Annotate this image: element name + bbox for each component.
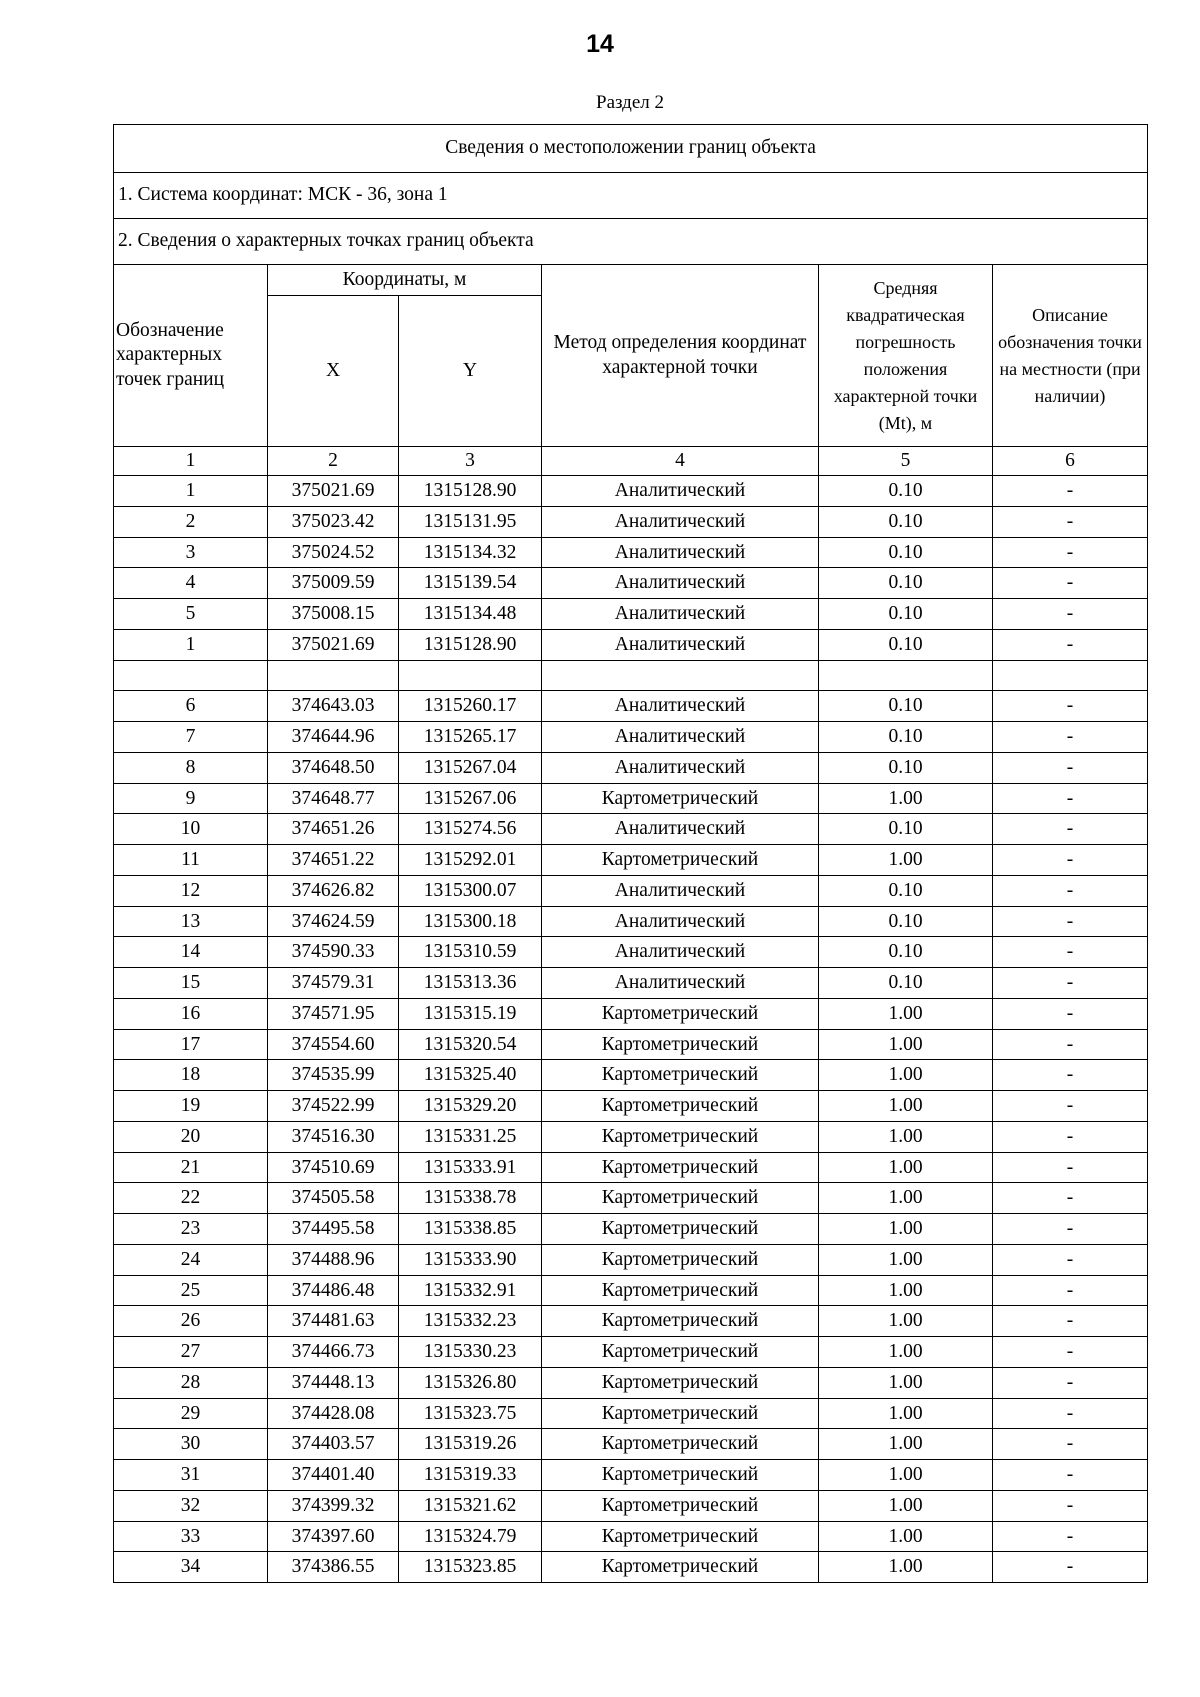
coord-x: 374428.08	[268, 1398, 399, 1429]
method: Картометрический	[542, 1183, 819, 1214]
method: Аналитический	[542, 691, 819, 722]
column-number: 1	[114, 447, 268, 476]
point-id: 33	[114, 1521, 268, 1552]
coord-x: 374651.22	[268, 845, 399, 876]
table-row	[114, 691, 1148, 722]
method: Аналитический	[542, 568, 819, 599]
coord-y: 1315338.85	[399, 1214, 542, 1245]
description: -	[993, 1306, 1148, 1337]
coord-x: 374488.96	[268, 1244, 399, 1275]
header-x: X	[268, 296, 399, 447]
description: -	[993, 1521, 1148, 1552]
table-row	[114, 1275, 1148, 1306]
coord-y: 1315134.32	[399, 537, 542, 568]
description: -	[993, 722, 1148, 753]
coord-x: 374495.58	[268, 1214, 399, 1245]
point-id: 12	[114, 875, 268, 906]
error-mt: 1.00	[819, 1275, 993, 1306]
method: Аналитический	[542, 968, 819, 999]
table-row	[114, 906, 1148, 937]
method: Картометрический	[542, 1429, 819, 1460]
coord-y: 1315310.59	[399, 937, 542, 968]
coord-y: 1315338.78	[399, 1183, 542, 1214]
coord-y: 1315332.23	[399, 1306, 542, 1337]
coord-y: 1315332.91	[399, 1275, 542, 1306]
table-row	[114, 1337, 1148, 1368]
column-number: 6	[993, 447, 1148, 476]
description: -	[993, 1275, 1148, 1306]
point-id: 3	[114, 537, 268, 568]
method: Картометрический	[542, 1029, 819, 1060]
description: -	[993, 998, 1148, 1029]
method: Картометрический	[542, 1306, 819, 1337]
table-row	[114, 937, 1148, 968]
coord-y: 1315331.25	[399, 1121, 542, 1152]
coord-y: 1315128.90	[399, 476, 542, 507]
coord-x: 374481.63	[268, 1306, 399, 1337]
error-mt: 1.00	[819, 1521, 993, 1552]
coord-x: 374579.31	[268, 968, 399, 999]
coord-y: 1315324.79	[399, 1521, 542, 1552]
method: Аналитический	[542, 629, 819, 660]
table-row	[114, 1121, 1148, 1152]
point-id: 30	[114, 1429, 268, 1460]
coord-y: 1315330.23	[399, 1337, 542, 1368]
method: Аналитический	[542, 722, 819, 753]
method: Картометрический	[542, 1521, 819, 1552]
coord-y: 1315326.80	[399, 1367, 542, 1398]
point-id: 14	[114, 937, 268, 968]
error-mt: 0.10	[819, 691, 993, 722]
header-method: Метод определения координат характерной точки	[542, 265, 819, 447]
error-mt: 0.10	[819, 814, 993, 845]
error-mt: 1.00	[819, 783, 993, 814]
section-label: Раздел 2	[596, 92, 664, 113]
point-id: 28	[114, 1367, 268, 1398]
table-row	[114, 1521, 1148, 1552]
method: Аналитический	[542, 906, 819, 937]
description: -	[993, 1029, 1148, 1060]
coord-x: 374397.60	[268, 1521, 399, 1552]
point-id: 16	[114, 998, 268, 1029]
table-row	[114, 875, 1148, 906]
coord-y: 1315274.56	[399, 814, 542, 845]
coord-x: 374643.03	[268, 691, 399, 722]
coord-y: 1315292.01	[399, 845, 542, 876]
description: -	[993, 937, 1148, 968]
coord-y: 1315313.36	[399, 968, 542, 999]
table-row	[114, 752, 1148, 783]
method: Картометрический	[542, 1552, 819, 1583]
error-mt: 1.00	[819, 1460, 993, 1491]
coord-y: 1315300.18	[399, 906, 542, 937]
point-id: 20	[114, 1121, 268, 1152]
coord-y: 1315300.07	[399, 875, 542, 906]
error-mt: 0.10	[819, 476, 993, 507]
description: -	[993, 1060, 1148, 1091]
error-mt: 0.10	[819, 568, 993, 599]
coord-x: 374522.99	[268, 1091, 399, 1122]
coord-x: 374590.33	[268, 937, 399, 968]
coord-x: 374386.55	[268, 1552, 399, 1583]
error-mt	[819, 660, 993, 691]
method: Картометрический	[542, 783, 819, 814]
error-mt: 1.00	[819, 1214, 993, 1245]
point-id: 1	[114, 629, 268, 660]
error-mt: 1.00	[819, 1152, 993, 1183]
description: -	[993, 1152, 1148, 1183]
point-id: 27	[114, 1337, 268, 1368]
description: -	[993, 1367, 1148, 1398]
method: Картометрический	[542, 998, 819, 1029]
coord-x: 374403.57	[268, 1429, 399, 1460]
table-row	[114, 629, 1148, 660]
coord-x: 374466.73	[268, 1337, 399, 1368]
header-error: Средняя квадратическая погрешность положения характерной точки (Mt), м	[819, 265, 993, 447]
method: Картометрический	[542, 1398, 819, 1429]
error-mt: 1.00	[819, 1306, 993, 1337]
column-number: 5	[819, 447, 993, 476]
coord-x: 375024.52	[268, 537, 399, 568]
coord-y: 1315333.91	[399, 1152, 542, 1183]
method: Аналитический	[542, 814, 819, 845]
point-id: 2	[114, 506, 268, 537]
table-row	[114, 1091, 1148, 1122]
description: -	[993, 906, 1148, 937]
point-id: 32	[114, 1490, 268, 1521]
table-row	[114, 722, 1148, 753]
table-row	[114, 968, 1148, 999]
error-mt: 1.00	[819, 1183, 993, 1214]
method: Аналитический	[542, 875, 819, 906]
boundary-points-table	[113, 124, 1148, 1583]
header-description: Описание обозначения точки на местности (при наличии)	[993, 265, 1148, 447]
header-y: Y	[399, 296, 542, 447]
method: Картометрический	[542, 1244, 819, 1275]
error-mt: 0.10	[819, 875, 993, 906]
error-mt: 1.00	[819, 1121, 993, 1152]
description: -	[993, 1091, 1148, 1122]
coord-x: 375021.69	[268, 476, 399, 507]
point-id: 5	[114, 599, 268, 630]
table-row	[114, 1060, 1148, 1091]
table-row	[114, 998, 1148, 1029]
method: Картометрический	[542, 1275, 819, 1306]
table-row	[114, 660, 1148, 691]
coord-y: 1315321.62	[399, 1490, 542, 1521]
description: -	[993, 968, 1148, 999]
coord-x: 375021.69	[268, 629, 399, 660]
coord-y: 1315260.17	[399, 691, 542, 722]
table-row	[114, 1490, 1148, 1521]
coord-y: 1315323.75	[399, 1398, 542, 1429]
coord-x: 374401.40	[268, 1460, 399, 1491]
point-id: 22	[114, 1183, 268, 1214]
error-mt: 1.00	[819, 1398, 993, 1429]
table-row	[114, 1152, 1148, 1183]
point-id: 19	[114, 1091, 268, 1122]
table-row	[114, 537, 1148, 568]
point-id: 10	[114, 814, 268, 845]
coord-x: 374399.32	[268, 1490, 399, 1521]
coord-x	[268, 660, 399, 691]
coord-y: 1315139.54	[399, 568, 542, 599]
description: -	[993, 1183, 1148, 1214]
description: -	[993, 506, 1148, 537]
error-mt: 0.10	[819, 752, 993, 783]
method: Аналитический	[542, 752, 819, 783]
point-id: 4	[114, 568, 268, 599]
point-id: 23	[114, 1214, 268, 1245]
point-id: 13	[114, 906, 268, 937]
method: Картометрический	[542, 1091, 819, 1122]
point-id: 34	[114, 1552, 268, 1583]
point-id: 15	[114, 968, 268, 999]
method: Картометрический	[542, 1460, 819, 1491]
description	[993, 660, 1148, 691]
error-mt: 1.00	[819, 1029, 993, 1060]
table-row	[114, 1367, 1148, 1398]
table-row	[114, 1552, 1148, 1583]
coord-x: 374644.96	[268, 722, 399, 753]
table-row	[114, 814, 1148, 845]
table-row	[114, 568, 1148, 599]
description: -	[993, 875, 1148, 906]
header-coordinates: Координаты, м	[268, 265, 542, 296]
error-mt: 1.00	[819, 1490, 993, 1521]
coord-y: 1315265.17	[399, 722, 542, 753]
coord-x: 374535.99	[268, 1060, 399, 1091]
column-number: 2	[268, 447, 399, 476]
point-id: 8	[114, 752, 268, 783]
error-mt: 1.00	[819, 1060, 993, 1091]
point-id: 31	[114, 1460, 268, 1491]
description: -	[993, 752, 1148, 783]
error-mt: 1.00	[819, 845, 993, 876]
coord-y: 1315267.06	[399, 783, 542, 814]
column-number: 3	[399, 447, 542, 476]
coord-y: 1315267.04	[399, 752, 542, 783]
error-mt: 1.00	[819, 1552, 993, 1583]
table-row	[114, 506, 1148, 537]
description: -	[993, 629, 1148, 660]
page-number: 14	[586, 30, 614, 58]
error-mt: 0.10	[819, 599, 993, 630]
description: -	[993, 1337, 1148, 1368]
description: -	[993, 1552, 1148, 1583]
coordinate-system: 1. Система координат: МСК - 36, зона 1	[114, 173, 1148, 219]
point-id: 11	[114, 845, 268, 876]
description: -	[993, 1398, 1148, 1429]
description: -	[993, 1429, 1148, 1460]
error-mt: 1.00	[819, 1337, 993, 1368]
table-row	[114, 1214, 1148, 1245]
description: -	[993, 537, 1148, 568]
header-designation: Обозначение характерных точек границ	[114, 265, 268, 447]
table-row	[114, 783, 1148, 814]
method: Аналитический	[542, 476, 819, 507]
description: -	[993, 1490, 1148, 1521]
points-heading: 2. Сведения о характерных точках границ объекта	[114, 219, 1148, 265]
table-row	[114, 845, 1148, 876]
coord-y: 1315325.40	[399, 1060, 542, 1091]
point-id: 24	[114, 1244, 268, 1275]
coord-y: 1315333.90	[399, 1244, 542, 1275]
table-title: Сведения о местоположении границ объекта	[114, 125, 1148, 173]
description: -	[993, 476, 1148, 507]
coord-y: 1315329.20	[399, 1091, 542, 1122]
table-row	[114, 1398, 1148, 1429]
coord-x: 375023.42	[268, 506, 399, 537]
table-row	[114, 1183, 1148, 1214]
error-mt: 1.00	[819, 1367, 993, 1398]
coord-x: 375008.15	[268, 599, 399, 630]
coord-x: 374448.13	[268, 1367, 399, 1398]
method: Картометрический	[542, 1367, 819, 1398]
method: Картометрический	[542, 1152, 819, 1183]
table-row	[114, 1244, 1148, 1275]
method: Картометрический	[542, 1337, 819, 1368]
table-row	[114, 1029, 1148, 1060]
method: Картометрический	[542, 1060, 819, 1091]
error-mt: 0.10	[819, 722, 993, 753]
point-id: 18	[114, 1060, 268, 1091]
description: -	[993, 1244, 1148, 1275]
point-id	[114, 660, 268, 691]
point-id: 17	[114, 1029, 268, 1060]
description: -	[993, 814, 1148, 845]
point-id: 6	[114, 691, 268, 722]
coord-x: 374554.60	[268, 1029, 399, 1060]
coord-x: 374624.59	[268, 906, 399, 937]
coord-x: 374505.58	[268, 1183, 399, 1214]
description: -	[993, 691, 1148, 722]
description: -	[993, 783, 1148, 814]
table-row	[114, 599, 1148, 630]
error-mt: 0.10	[819, 506, 993, 537]
method: Картометрический	[542, 1214, 819, 1245]
point-id: 1	[114, 476, 268, 507]
description: -	[993, 845, 1148, 876]
point-id: 29	[114, 1398, 268, 1429]
description: -	[993, 568, 1148, 599]
table-row	[114, 1306, 1148, 1337]
error-mt: 1.00	[819, 1429, 993, 1460]
coord-y: 1315319.26	[399, 1429, 542, 1460]
description: -	[993, 1121, 1148, 1152]
method: Аналитический	[542, 937, 819, 968]
point-id: 21	[114, 1152, 268, 1183]
coord-y: 1315323.85	[399, 1552, 542, 1583]
description: -	[993, 1214, 1148, 1245]
point-id: 26	[114, 1306, 268, 1337]
coord-x: 374486.48	[268, 1275, 399, 1306]
coord-x: 375009.59	[268, 568, 399, 599]
method: Картометрический	[542, 845, 819, 876]
error-mt: 0.10	[819, 906, 993, 937]
method: Аналитический	[542, 506, 819, 537]
coord-x: 374626.82	[268, 875, 399, 906]
description: -	[993, 599, 1148, 630]
error-mt: 1.00	[819, 998, 993, 1029]
method: Картометрический	[542, 1121, 819, 1152]
error-mt: 0.10	[819, 968, 993, 999]
table-row	[114, 1429, 1148, 1460]
table-row	[114, 1460, 1148, 1491]
coord-y: 1315320.54	[399, 1029, 542, 1060]
error-mt: 0.10	[819, 537, 993, 568]
coord-x: 374648.50	[268, 752, 399, 783]
coord-y: 1315319.33	[399, 1460, 542, 1491]
method	[542, 660, 819, 691]
description: -	[993, 1460, 1148, 1491]
coord-y: 1315134.48	[399, 599, 542, 630]
coord-y	[399, 660, 542, 691]
point-id: 9	[114, 783, 268, 814]
error-mt: 0.10	[819, 937, 993, 968]
error-mt: 1.00	[819, 1244, 993, 1275]
coord-x: 374648.77	[268, 783, 399, 814]
error-mt: 0.10	[819, 629, 993, 660]
point-id: 25	[114, 1275, 268, 1306]
column-number: 4	[542, 447, 819, 476]
point-id: 7	[114, 722, 268, 753]
method: Картометрический	[542, 1490, 819, 1521]
error-mt: 1.00	[819, 1091, 993, 1122]
coord-y: 1315128.90	[399, 629, 542, 660]
coord-y: 1315131.95	[399, 506, 542, 537]
coord-x: 374510.69	[268, 1152, 399, 1183]
coord-x: 374516.30	[268, 1121, 399, 1152]
coord-y: 1315315.19	[399, 998, 542, 1029]
method: Аналитический	[542, 537, 819, 568]
method: Аналитический	[542, 599, 819, 630]
coord-x: 374571.95	[268, 998, 399, 1029]
coord-x: 374651.26	[268, 814, 399, 845]
table-row	[114, 476, 1148, 507]
